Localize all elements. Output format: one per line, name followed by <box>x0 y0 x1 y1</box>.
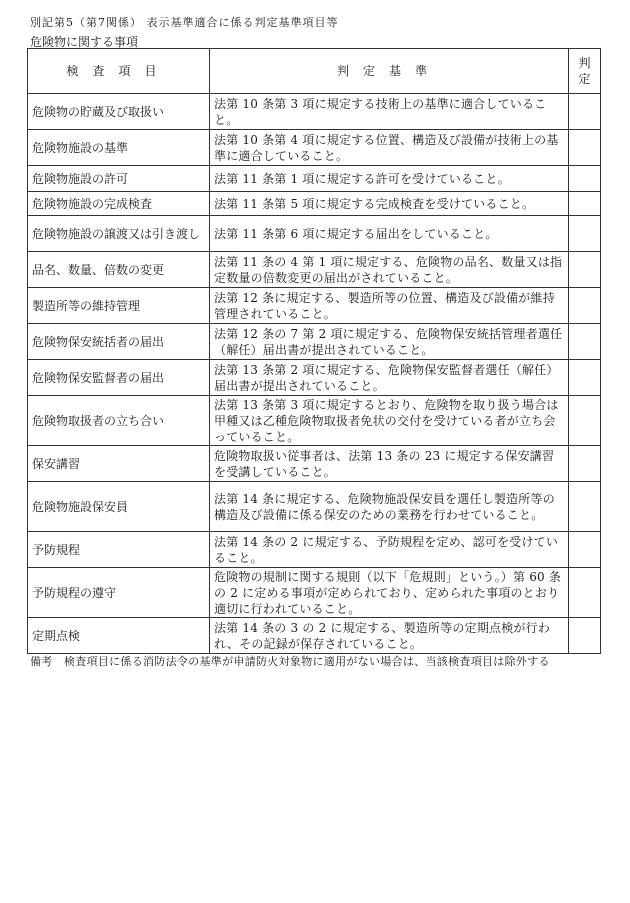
inspection-item-cell: 危険物保安監督者の届出 <box>28 360 210 396</box>
table-row <box>28 360 601 396</box>
table-row <box>28 532 601 568</box>
criterion-cell: 法第 14 条の 3 の 2 に規定する、製造所等の定期点検が行われ、その記録が保存されていること。 <box>210 618 569 654</box>
criterion-cell: 法第 13 条第 2 項に規定する、危険物保安監督者選任（解任）届出書が提出されていること。 <box>210 360 569 396</box>
inspection-item-cell: 保安講習 <box>28 446 210 482</box>
table-row <box>28 396 601 446</box>
column-header-judgement <box>569 49 601 94</box>
table-header-row <box>28 49 601 94</box>
inspection-item-cell: 予防規程 <box>28 532 210 568</box>
judgement-cell <box>569 446 601 482</box>
criterion-cell: 法第 12 条に規定する、製造所等の位置、構造及び設備が維持管理されていること。 <box>210 288 569 324</box>
judgement-cell <box>569 288 601 324</box>
judgement-header-line2: 定 <box>578 72 591 86</box>
judgement-cell <box>569 396 601 446</box>
inspection-item-cell: 危険物保安統括者の届出 <box>28 324 210 360</box>
judgement-cell <box>569 482 601 532</box>
criterion-cell: 法第 14 条の 2 に規定する、予防規程を定め、認可を受けていること。 <box>210 532 569 568</box>
table-row <box>28 446 601 482</box>
criterion-cell: 法第 11 条の 4 第 1 項に規定する、危険物の品名、数量又は指定数量の倍数変更の届出がされていること。 <box>210 252 569 288</box>
document-heading: 別記第5（第7関係） 表示基準適合に係る判定基準項目等 <box>30 16 339 29</box>
criterion-cell: 法第 11 条第 5 項に規定する完成検査を受けていること。 <box>210 192 569 216</box>
table-row <box>28 288 601 324</box>
table-row <box>28 618 601 654</box>
table-row <box>28 192 601 216</box>
table-row <box>28 252 601 288</box>
table-row <box>28 130 601 166</box>
judgement-cell <box>569 532 601 568</box>
table-row <box>28 94 601 130</box>
judgement-cell <box>569 618 601 654</box>
criterion-cell: 危険物の規制に関する規則（以下「危規則」という。）第 60 条の 2 に定める事項が定められており、定められた事項のとおり適切に行われていること。 <box>210 568 569 618</box>
remarks-note: 備考 検査項目に係る消防法令の基準が申請防火対象物に適用がない場合は、当該検査項目は除外する <box>30 655 550 668</box>
inspection-item-cell: 品名、数量、倍数の変更 <box>28 252 210 288</box>
section-title: 危険物に関する事項 <box>30 35 139 49</box>
judgement-cell <box>569 568 601 618</box>
criterion-cell: 法第 12 条の 7 第 2 項に規定する、危険物保安統括管理者選任（解任）届出書が提出されていること。 <box>210 324 569 360</box>
inspection-item-cell: 定期点検 <box>28 618 210 654</box>
inspection-item-cell: 危険物施設の譲渡又は引き渡し <box>28 216 210 252</box>
inspection-item-cell: 危険物施設保安員 <box>28 482 210 532</box>
criterion-cell: 法第 11 条第 6 項に規定する届出をしていること。 <box>210 216 569 252</box>
table-row <box>28 568 601 618</box>
judgement-cell <box>569 94 601 130</box>
judgement-cell <box>569 324 601 360</box>
criterion-cell: 法第 13 条第 3 項に規定するとおり、危険物を取り扱う場合は甲種又は乙種危険物取扱者免状の交付を受けている者が立ち会っていること。 <box>210 396 569 446</box>
judgement-cell <box>569 192 601 216</box>
table-row <box>28 166 601 192</box>
judgement-cell <box>569 252 601 288</box>
inspection-item-cell: 危険物施設の基準 <box>28 130 210 166</box>
column-header-criterion: 判定基準 <box>210 49 569 94</box>
criterion-cell: 法第 10 条第 3 項に規定する技術上の基準に適合していること。 <box>210 94 569 130</box>
table-row <box>28 216 601 252</box>
table-row <box>28 324 601 360</box>
judgement-cell <box>569 360 601 396</box>
inspection-item-cell: 危険物施設の完成検査 <box>28 192 210 216</box>
criterion-cell: 法第 14 条に規定する、危険物施設保安員を選任し製造所等の構造及び設備に係る保安のための業務を行わせていること。 <box>210 482 569 532</box>
judgement-cell <box>569 166 601 192</box>
inspection-item-cell: 危険物の貯蔵及び取扱い <box>28 94 210 130</box>
inspection-item-cell: 危険物施設の許可 <box>28 166 210 192</box>
criterion-cell: 法第 11 条第 1 項に規定する許可を受けていること。 <box>210 166 569 192</box>
judgement-cell <box>569 130 601 166</box>
criterion-cell: 法第 10 条第 4 項に規定する位置、構造及び設備が技術上の基準に適合していること。 <box>210 130 569 166</box>
inspection-item-cell: 予防規程の遵守 <box>28 568 210 618</box>
inspection-item-cell: 製造所等の維持管理 <box>28 288 210 324</box>
judgement-header-line1: 判 <box>578 56 591 70</box>
judgement-cell <box>569 216 601 252</box>
criteria-table <box>27 48 601 654</box>
column-header-item: 検査項目 <box>28 49 210 94</box>
inspection-item-cell: 危険物取扱者の立ち合い <box>28 396 210 446</box>
criterion-cell: 危険物取扱い従事者は、法第 13 条の 23 に規定する保安講習を受講していること。 <box>210 446 569 482</box>
table-row <box>28 482 601 532</box>
